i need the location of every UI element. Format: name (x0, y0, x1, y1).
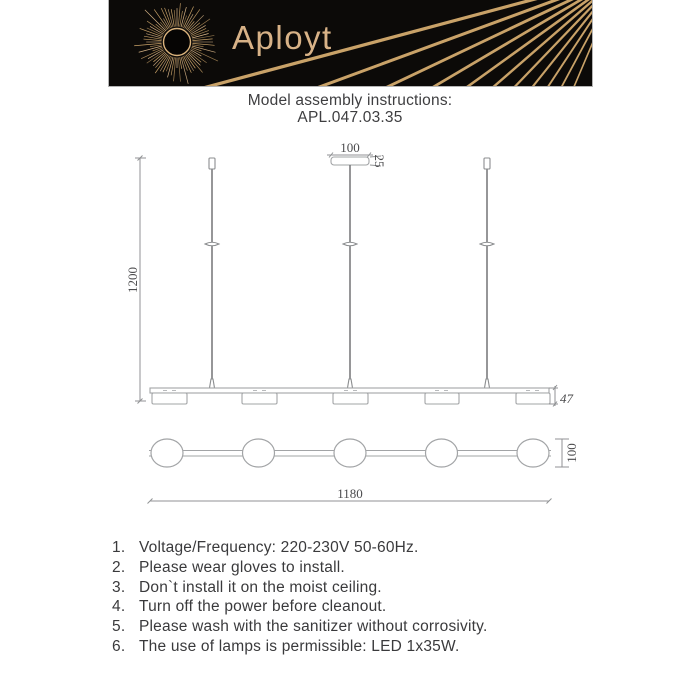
item-text: Voltage/Frequency: 220-230V 50-60Hz. (139, 539, 419, 556)
lamp-heads (151, 439, 549, 467)
list-item (112, 538, 592, 558)
cable-adjusters (205, 242, 494, 246)
item-number: 3. (112, 578, 126, 596)
item-text: Please wear gloves to install. (139, 558, 345, 576)
item-number: 2. (112, 558, 126, 576)
fixture-bottom-view (149, 439, 551, 467)
list-item (112, 637, 592, 657)
item-number: 1. (112, 539, 126, 556)
dim-label-drop: 1200 (125, 267, 140, 293)
model-number: APL.047.03.35 (297, 109, 403, 126)
dim-label-lamp-height: 100 (564, 443, 579, 463)
suspension-wires (212, 165, 487, 380)
dim-label-total-length: 1180 (337, 486, 363, 501)
item-text: Please wash with the sanitizer without corrosivity. (139, 618, 488, 636)
dim-label-bar-height: 47 (560, 391, 573, 406)
instructions-list (112, 538, 592, 657)
wire-ferrules (210, 379, 490, 388)
list-item (112, 597, 592, 617)
item-text: The use of lamps is permissible: LED 1x35W. (139, 637, 460, 655)
ceiling-canopy (331, 157, 369, 165)
dim-label-canopy-height: 25 (372, 154, 387, 168)
lamp-housings (152, 393, 550, 404)
brand-logo-text: Aployt (232, 19, 333, 56)
item-number: 5. (112, 618, 126, 636)
item-text: Turn off the power before cleanout. (139, 598, 387, 616)
list-item (112, 578, 592, 598)
item-number: 4. (112, 598, 126, 616)
item-number: 6. (112, 637, 126, 655)
dim-label-canopy-width: 100 (340, 140, 360, 155)
list-item (112, 558, 592, 578)
list-item (112, 617, 592, 637)
page-title: Model assembly instructions: (247, 92, 453, 109)
item-text: Don`t install it on the moist ceiling. (139, 578, 382, 596)
fixture-bar-side (150, 388, 549, 393)
